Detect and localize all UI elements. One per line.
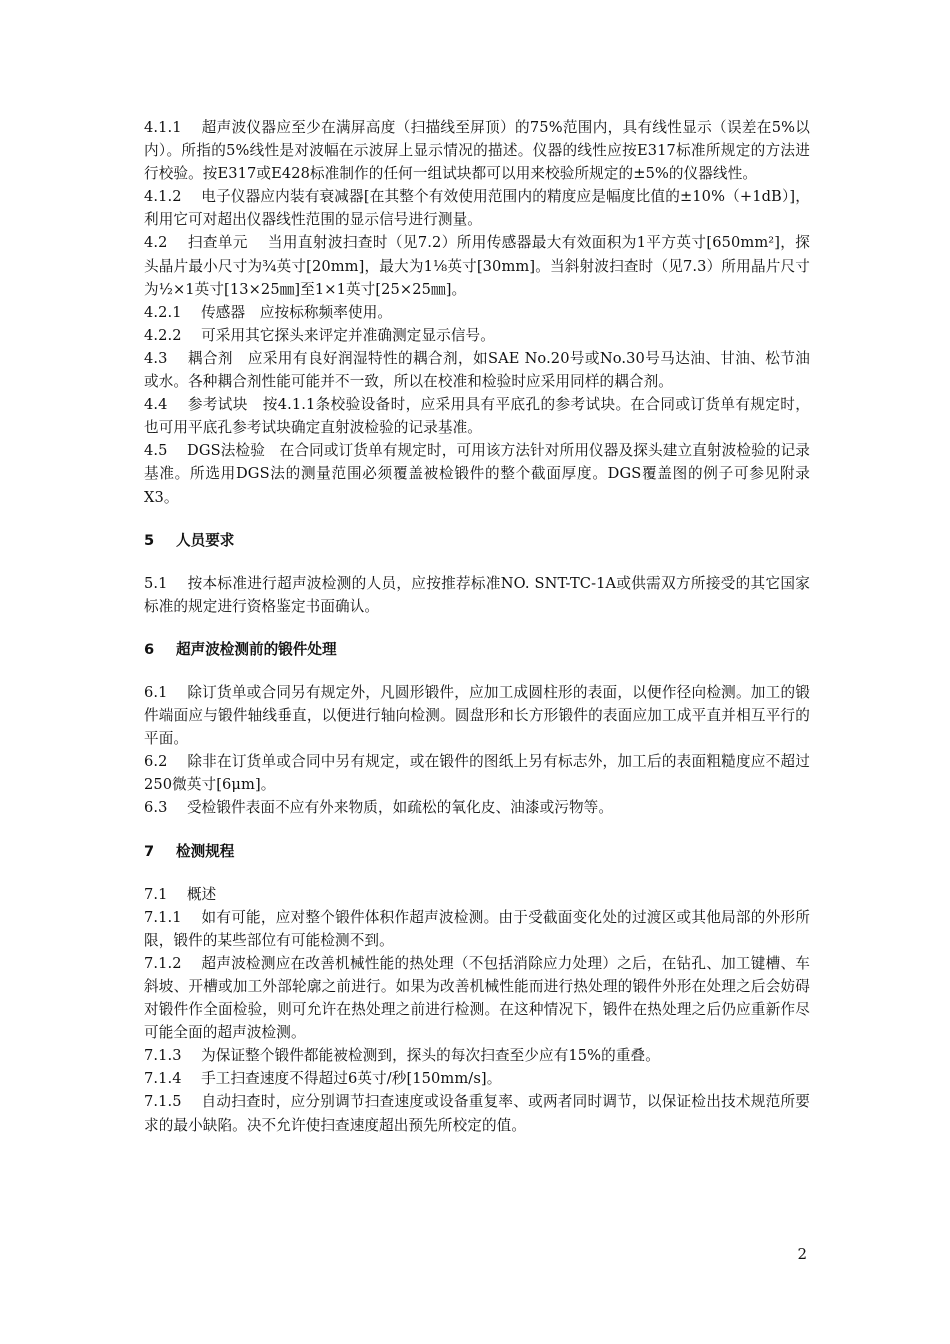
clause-paragraph: 6.2 除非在订货单或合同中另有规定，或在锻件的图纸上另有标志外，加工后的表面粗糙度应不超过250微英寸[6μm]。 <box>144 753 810 794</box>
clause-paragraph: 7.1.2 超声波检测应在改善机械性能的热处理（不包括消除应力处理）之后，在钻孔、加工键槽、车斜坡、开槽或加工外部轮廓之前进行。如果为改善机械性能而进行热处理的锻件外形在处理之后会妨碍对锻件作全面检验，则可允许在热处理之前进行检测。在这种情况下，锻件在热处理之后仍应重新作尽可能全面的超声波检测。 <box>144 954 810 1042</box>
section-heading <box>144 529 810 552</box>
section-title: 超声波检测前的锻件处理 <box>176 640 337 658</box>
section-title: 人员要求 <box>176 531 235 549</box>
clause-paragraph: 7.1.1 如有可能，应对整个锻件体积作超声波检测。由于受截面变化处的过渡区或其他局部的外形所限，锻件的某些部位有可能检测不到。 <box>144 908 810 949</box>
section-number: 5 <box>144 531 155 549</box>
page-number: 2 <box>797 1245 807 1263</box>
clause-paragraph: 7.1.5 自动扫查时，应分别调节扫查速度或设备重复率、或两者同时调节，以保证检出技术规范所要求的最小缺陷。决不允许使扫查速度超出预先所校定的值。 <box>144 1093 810 1134</box>
clause-paragraph: 6.3 受检锻件表面不应有外来物质，如疏松的氧化皮、油漆或污物等。 <box>144 799 614 817</box>
section-heading <box>144 638 810 661</box>
document-body <box>144 116 810 1137</box>
section-title: 检测规程 <box>176 842 235 860</box>
clause-paragraph: 7.1.4 手工扫查速度不得超过6英寸/秒[150mm/s]。 <box>144 1070 502 1088</box>
section-number: 6 <box>144 640 155 658</box>
clause-paragraph: 4.2 扫查单元 当用直射波扫查时（见7.2）所用传感器最大有效面积为1平方英寸[650mm²]，探头晶片最小尺寸为¾英寸[20mm]，最大为1⅛英寸[30mm]。当斜射波扫查时（见7.3）所用晶片尺寸为½×1英寸[13×25㎜]至1×1英寸[25×25㎜]。 <box>144 234 810 298</box>
clause-paragraph: 4.3 耦合剂 应采用有良好润湿特性的耦合剂，如SAE No.20号或No.30号马达油、甘油、松节油或水。各种耦合剂性能可能并不一致，所以在校准和检验时应采用同样的耦合剂。 <box>144 349 810 391</box>
clause-paragraph: 4.4 参考试块 按4.1.1条校验设备时，应采用具有平底孔的参考试块。在合同或订货单有规定时，也可用平底孔参考试块确定直射波检验的记录基准。 <box>144 396 810 437</box>
clause-paragraph: 4.1.2 电子仪器应内装有衰减器[在其整个有效使用范围内的精度应是幅度比值的±10%（+1dB）]，利用它可对超出仪器线性范围的显示信号进行测量。 <box>144 188 810 229</box>
clause-paragraph: 4.5 DGS法检验 在合同或订货单有规定时，可用该方法针对所用仪器及探头建立直射波检验的记录基准。所选用DGS法的测量范围必须覆盖被检锻件的整个截面厚度。DGS覆盖图的例子可参见附录X3。 <box>144 442 810 506</box>
clause-paragraph: 4.1.1 超声波仪器应至少在满屏高度（扫描线至屏顶）的75%范围内，具有线性显示（误差在5%以内）。所指的5%线性是对波幅在示波屏上显示情况的描述。仪器的线性应按E317标准所规定的方法进行校验。按E317或E428标准制作的任何一组试块都可以用来校验所规定的±5%的仪器线性。 <box>144 119 810 183</box>
clause-paragraph: 4.2.1 传感器 应按标称频率使用。 <box>144 303 393 321</box>
clause-paragraph: 5.1 按本标准进行超声波检测的人员，应按推荐标准NO. SNT-TC-1A或供需双方所接受的其它国家标准的规定进行资格鉴定书面确认。 <box>144 574 810 615</box>
clause-paragraph: 7.1.3 为保证整个锻件都能被检测到，探头的每次扫查至少应有15%的重叠。 <box>144 1047 660 1065</box>
section-heading <box>144 840 810 863</box>
clause-paragraph: 7.1 概述 <box>144 885 217 903</box>
clause-paragraph: 6.1 除订货单或合同另有规定外，凡圆形锻件，应加工成圆柱形的表面，以便作径向检测。加工的锻件端面应与锻件轴线垂直，以便进行轴向检测。圆盘形和长方形锻件的表面应加工成平直并相互平行的平面。 <box>144 683 810 748</box>
section-number: 7 <box>144 842 155 860</box>
clause-paragraph: 4.2.2 可采用其它探头来评定并准确测定显示信号。 <box>144 326 495 344</box>
